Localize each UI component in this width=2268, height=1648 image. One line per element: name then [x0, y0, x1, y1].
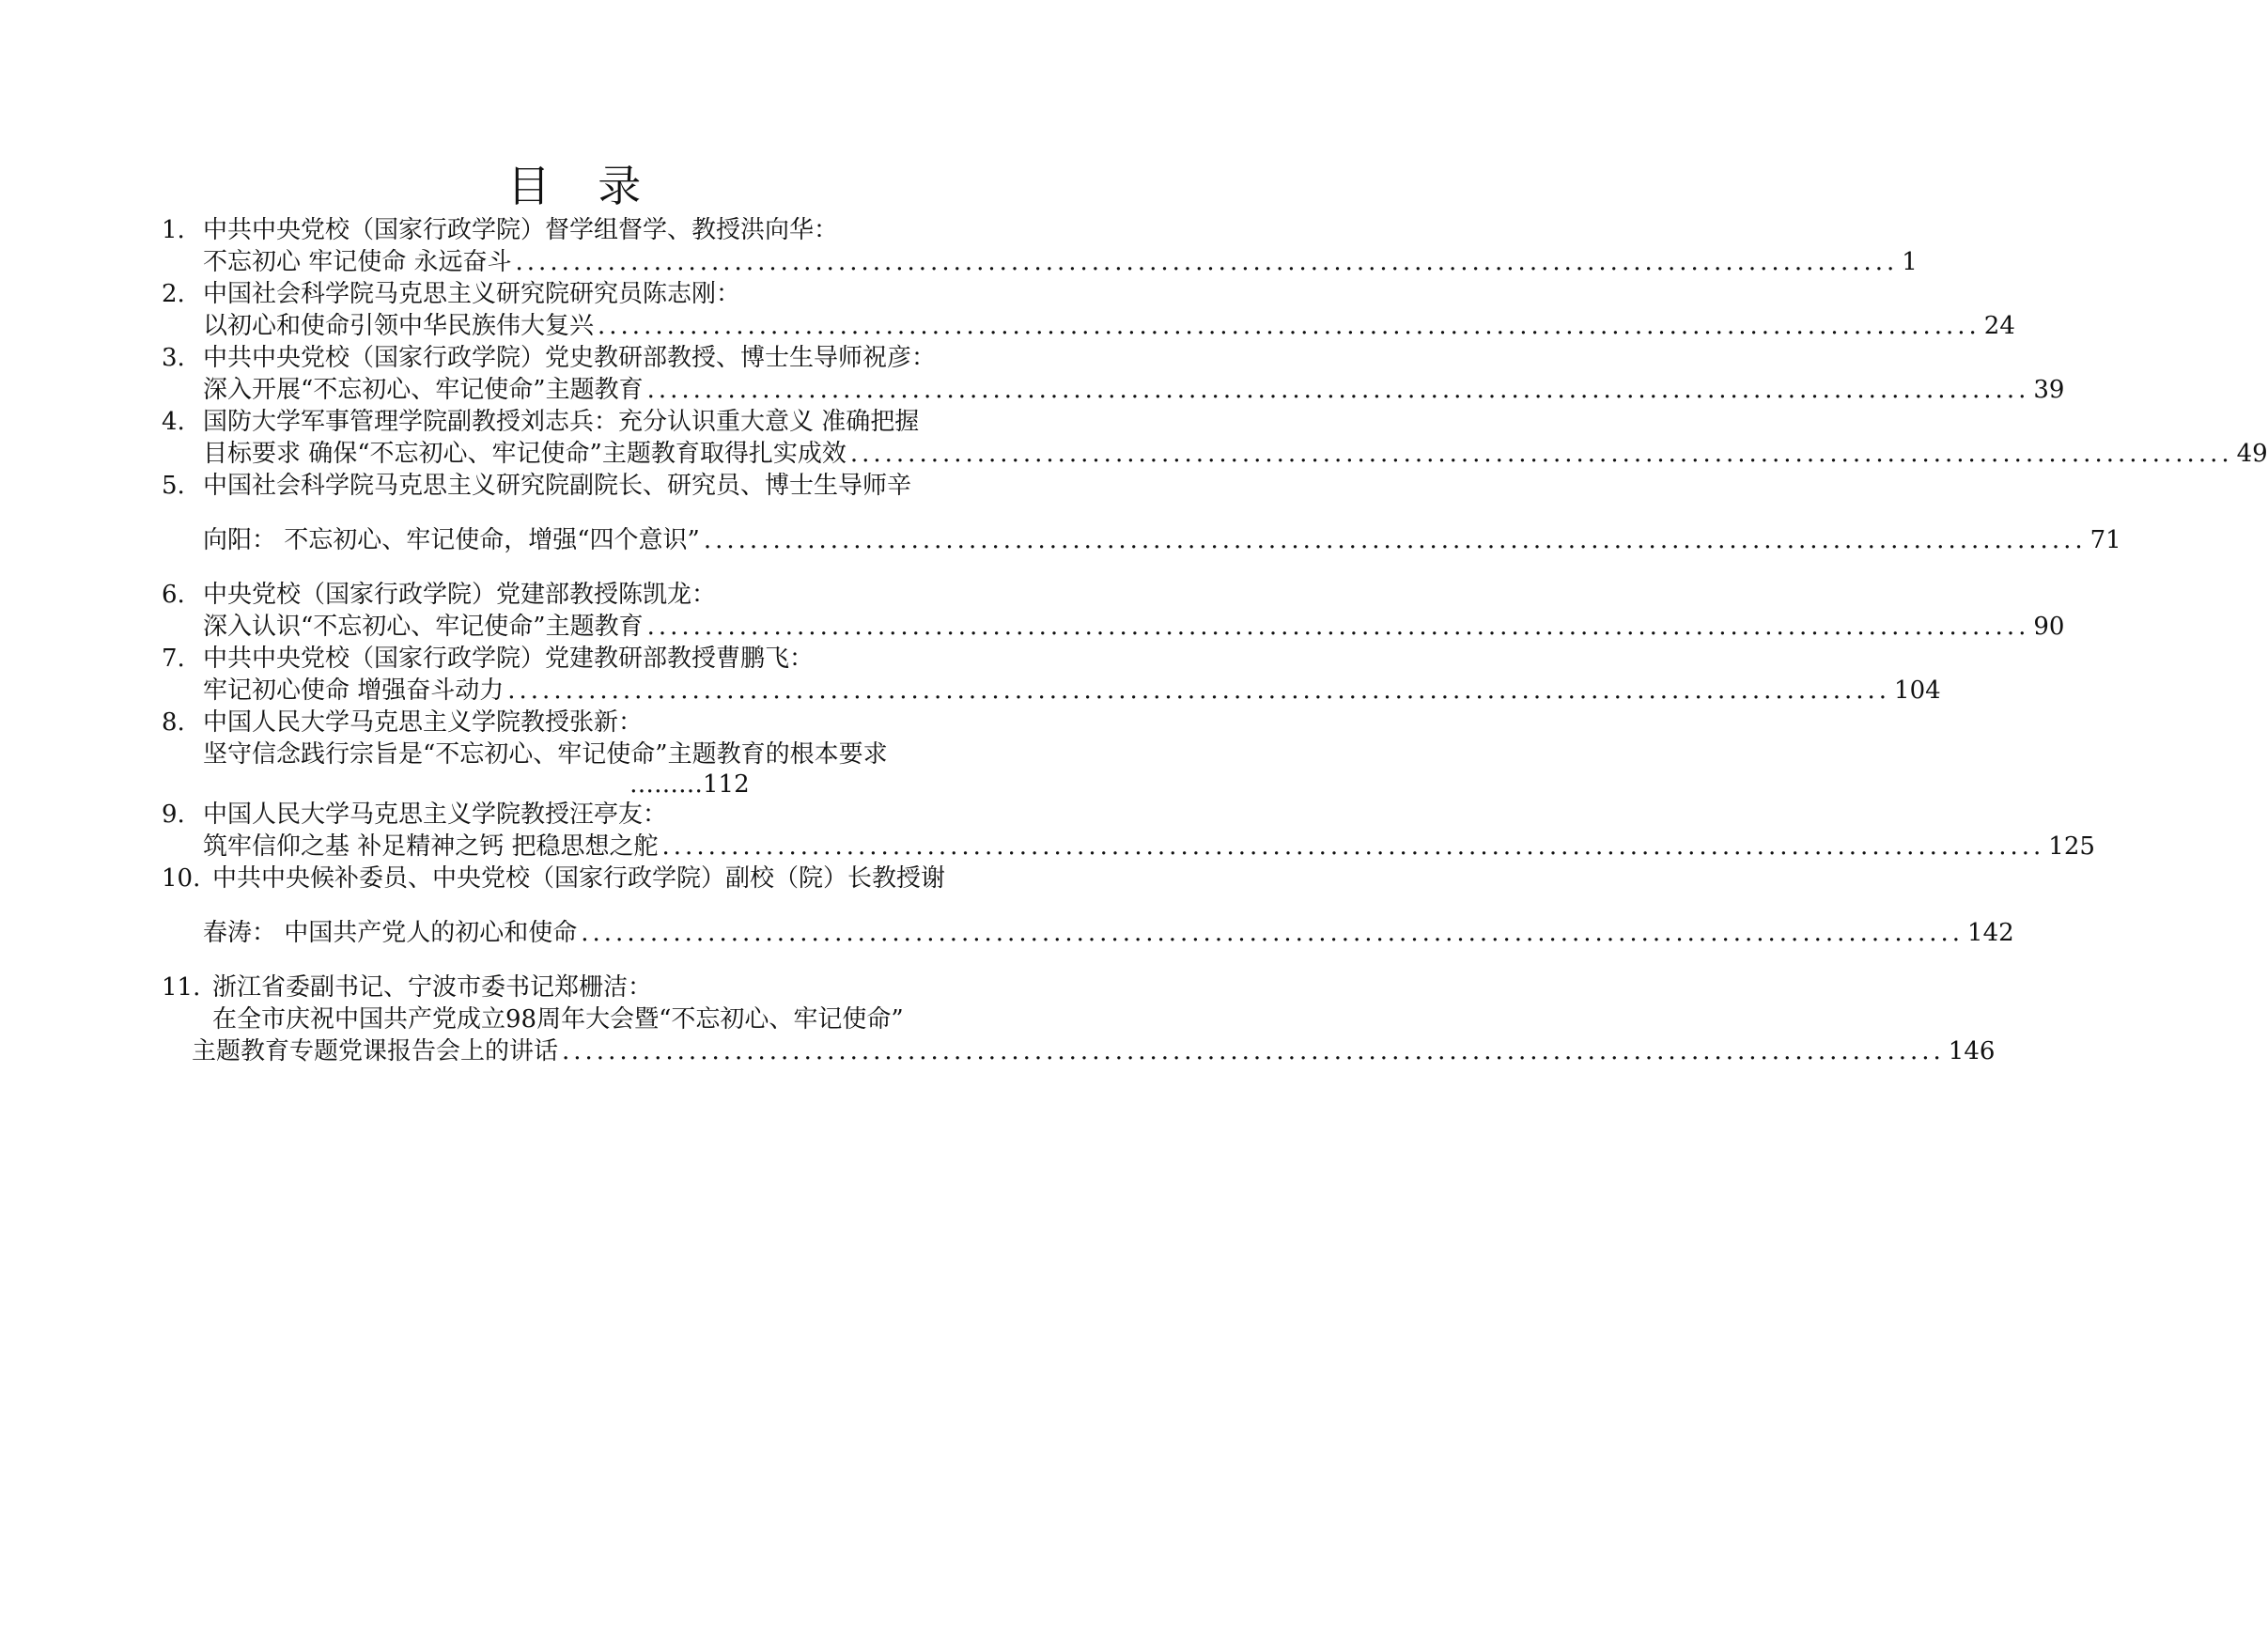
- toc-entry-10-title[interactable]: [162, 917, 2014, 949]
- entry-number: 11.: [162, 973, 201, 1002]
- entry-author: 中共中央候补委员、中央党校（国家行政学院）副校（院）长教授谢: [212, 864, 946, 893]
- toc-entry-11-heading[interactable]: [162, 972, 1101, 1003]
- entry-title: 在全市庆祝中国共产党成立98周年大会暨“不忘初心、牢记使命”: [212, 1005, 904, 1034]
- spacer: [162, 894, 1101, 917]
- entry-title: 向阳： 不忘初心、牢记使命，增强“四个意识”: [203, 526, 700, 554]
- entry-title: 不忘初心 牢记使命 永远奋斗: [203, 248, 512, 276]
- entry-author: 中共中央党校（国家行政学院）督学组督学、教授洪向华：: [203, 216, 839, 244]
- entry-author: 中国社会科学院马克思主义研究院副院长、研究员、博士生导师辛: [203, 472, 912, 500]
- page-number: 39: [2033, 376, 2065, 404]
- page-number: 24: [1983, 312, 2015, 340]
- toc-entry-8-title[interactable]: [162, 738, 1101, 770]
- page-number: 104: [1894, 676, 1941, 705]
- toc-entry-3-title[interactable]: [162, 374, 2065, 406]
- spacer: [162, 502, 1101, 524]
- page-number: 1: [1902, 248, 1918, 276]
- toc-entry-10-heading[interactable]: [162, 863, 1101, 894]
- toc-entry-1-title[interactable]: [162, 246, 1918, 278]
- leader-dots: ........................................................................................................................: [703, 526, 2087, 554]
- spacer: [162, 556, 1101, 579]
- entry-title-continued: 主题教育专题党课报告会上的讲话: [192, 1037, 559, 1065]
- toc-entry-6-heading[interactable]: [162, 579, 1101, 611]
- toc-entry-5-heading[interactable]: [162, 470, 1101, 502]
- leader-dots: ........................................................................................................................: [661, 832, 2045, 861]
- spacer: [162, 949, 1101, 972]
- entry-author: 中央党校（国家行政学院）党建部教授陈凯龙：: [203, 581, 717, 609]
- leader-dots: ........................................................................................................................: [849, 440, 2233, 468]
- entry-title: 春涛： 中国共产党人的初心和使命: [203, 919, 578, 947]
- toc-entry-5-title[interactable]: [162, 524, 2121, 556]
- toc-entry-4-heading[interactable]: [162, 406, 1101, 438]
- entry-number: 5.: [162, 472, 185, 500]
- entry-number: 10.: [162, 864, 201, 893]
- leader-dots: ........................................................................................................................: [515, 248, 1899, 276]
- entry-number: 8.: [162, 708, 185, 737]
- toc-entry-2-heading[interactable]: [162, 278, 1101, 310]
- entry-number: 7.: [162, 645, 185, 673]
- leader-dots: ........................................................................................................................: [581, 919, 1965, 947]
- entry-number: 1.: [162, 216, 185, 244]
- page-number: 125: [2048, 832, 2095, 861]
- toc-entry-9-heading[interactable]: [162, 799, 1101, 831]
- page-number: 71: [2089, 526, 2121, 554]
- toc-entry-1-heading[interactable]: [162, 214, 1101, 246]
- entry-title: 目标要求 确保“不忘初心、牢记使命”主题教育取得扎实成效: [203, 440, 847, 468]
- toc-entry-9-title[interactable]: [162, 831, 2095, 863]
- entry-title: 牢记初心使命 增强奋斗动力: [203, 676, 505, 705]
- leader-dots: ........................................................................................................................: [646, 376, 2030, 404]
- entry-title: 坚守信念践行宗旨是“不忘初心、牢记使命”主题教育的根本要求: [203, 740, 888, 769]
- entry-author: 国防大学军事管理学院副教授刘志兵：充分认识重大意义 准确把握: [203, 408, 920, 436]
- entry-number: 9.: [162, 801, 185, 829]
- entry-author: 浙江省委副书记、宁波市委书记郑栅洁：: [212, 973, 653, 1002]
- entry-number: 4.: [162, 408, 185, 436]
- entry-title: 筑牢信仰之基 补足精神之钙 把稳思想之舵: [203, 832, 659, 861]
- entry-number: 3.: [162, 344, 185, 372]
- toc-entry-3-heading[interactable]: [162, 342, 1101, 374]
- page-number: 49: [2236, 440, 2268, 468]
- entry-author: 中国社会科学院马克思主义研究院研究员陈志刚：: [203, 280, 741, 308]
- entry-number: 2.: [162, 280, 185, 308]
- page-number: 146: [1948, 1037, 1996, 1065]
- entry-title: 深入开展“不忘初心、牢记使命”主题教育: [203, 376, 644, 404]
- toc-entry-8-heading[interactable]: [162, 707, 1101, 738]
- toc-entry-4-title[interactable]: [162, 438, 2268, 470]
- toc-entry-8-page[interactable]: [162, 770, 1101, 799]
- toc-entry-6-title[interactable]: [162, 611, 2065, 643]
- entry-author: 中国人民大学马克思主义学院教授张新：: [203, 708, 644, 737]
- toc-entry-2-title[interactable]: [162, 310, 2015, 342]
- toc-entry-11-title-cont[interactable]: [162, 1035, 1996, 1067]
- page-number: 142: [1967, 919, 2014, 947]
- leader-dots: ........................................................................................................................: [507, 676, 1891, 705]
- leader-dots: ........................................................................................................................: [562, 1037, 1945, 1065]
- leader-dots: ........................................................................................................................: [598, 312, 1981, 340]
- leader-dots: ........................................................................................................................: [646, 613, 2030, 641]
- toc-entry-11-title[interactable]: [162, 1003, 1101, 1035]
- toc-entry-7-title[interactable]: [162, 675, 1941, 707]
- table-of-contents: [162, 214, 2268, 1067]
- entry-author: 中共中央党校（国家行政学院）党建教研部教授曹鹏飞：: [203, 645, 815, 673]
- toc-entry-7-heading[interactable]: [162, 643, 1101, 675]
- entry-title: 深入认识“不忘初心、牢记使命”主题教育: [203, 613, 644, 641]
- entry-author: 中共中央党校（国家行政学院）党史教研部教授、博士生导师祝彦：: [203, 344, 937, 372]
- entry-author: 中国人民大学马克思主义学院教授汪亭友：: [203, 801, 668, 829]
- toc-title: 目 录: [506, 161, 659, 211]
- entry-title: 以初心和使命引领中华民族伟大复兴: [203, 312, 595, 340]
- page-number: ………112: [629, 770, 750, 799]
- entry-number: 6.: [162, 581, 185, 609]
- page-number: 90: [2033, 613, 2065, 641]
